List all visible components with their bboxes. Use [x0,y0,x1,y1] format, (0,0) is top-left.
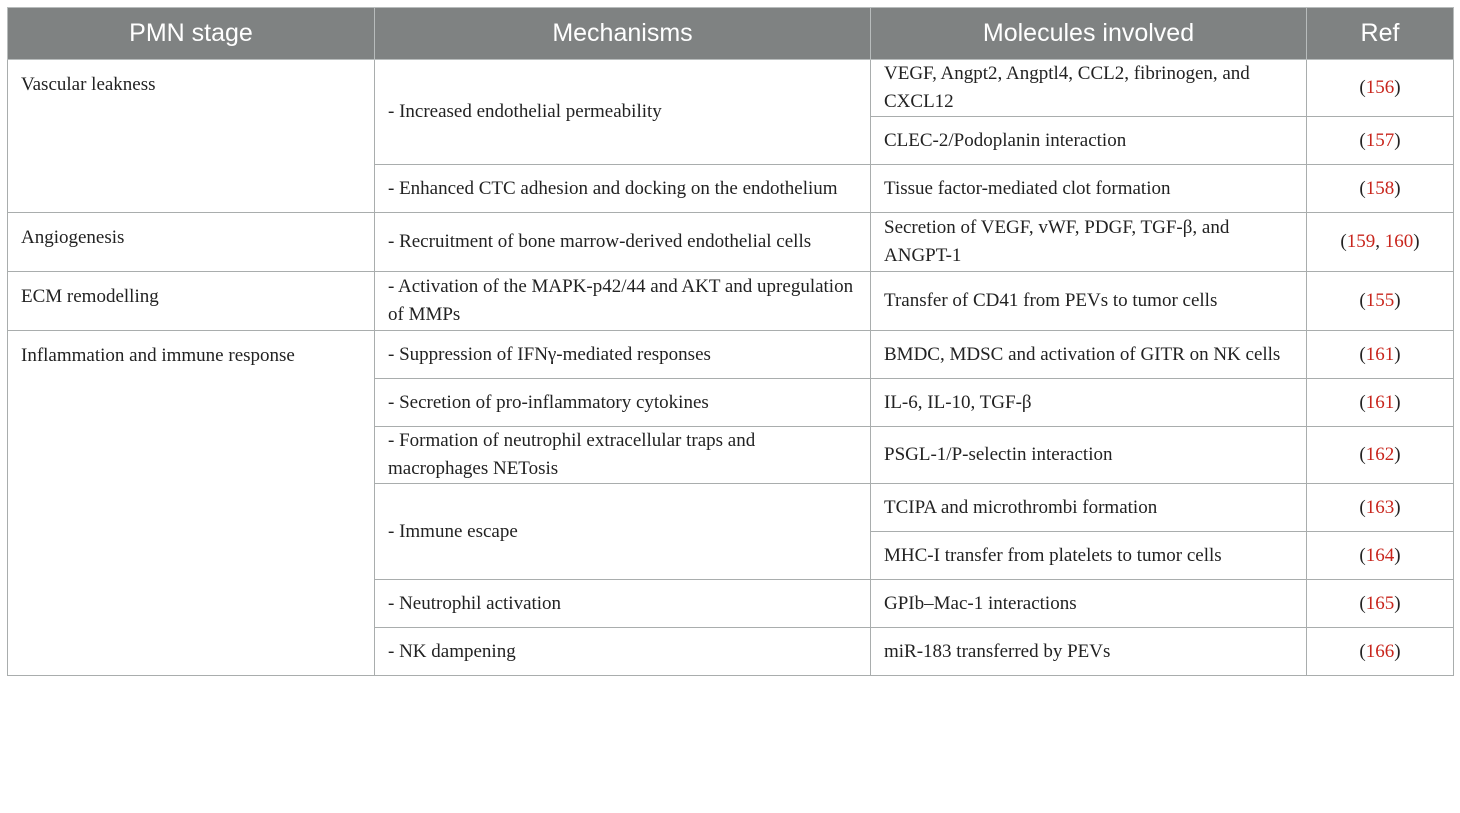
mechanism-cell: - Neutrophil activation [375,580,871,628]
table-row [8,331,1454,379]
molecules-cell: Transfer of CD41 from PEVs to tumor cells [871,272,1307,331]
stage-cell: Angiogenesis [8,213,375,272]
ref-link[interactable]: 162 [1365,444,1395,465]
ref-cell: (166) [1307,628,1454,676]
stage-cell: ECM remodelling [8,272,375,331]
ref-link[interactable]: 160 [1384,231,1414,252]
mechanism-cell: - Suppression of IFNγ-mediated responses [375,331,871,379]
mechanism-cell: - Recruitment of bone marrow-derived endothelial cells [375,213,871,272]
ref-cell: (164) [1307,532,1454,580]
mechanism-cell: - NK dampening [375,628,871,676]
ref-cell: (161) [1307,379,1454,427]
ref-cell: (157) [1307,117,1454,165]
molecules-cell: VEGF, Angpt2, Angptl4, CCL2, fibrinogen, and CXCL12 [871,60,1307,117]
header-pmn-stage: PMN stage [8,8,375,60]
table-row [8,60,1454,117]
molecules-cell: miR-183 transferred by PEVs [871,628,1307,676]
molecules-cell: Secretion of VEGF, vWF, PDGF, TGF-β, and ANGPT-1 [871,213,1307,272]
ref-link[interactable]: 156 [1365,77,1395,98]
ref-link[interactable]: 166 [1365,640,1395,662]
stage-cell: Inflammation and immune response [8,331,375,676]
ref-link[interactable]: 164 [1365,544,1395,566]
ref-link[interactable]: 161 [1365,391,1395,413]
mechanism-cell: - Enhanced CTC adhesion and docking on the endothelium [375,165,871,213]
molecules-cell: PSGL-1/P-selectin interaction [871,427,1307,484]
ref-link[interactable]: 165 [1365,592,1395,614]
ref-cell: (162) [1307,427,1454,484]
molecules-cell: Tissue factor-mediated clot formation [871,165,1307,213]
ref-cell: (165) [1307,580,1454,628]
ref-cell: (156) [1307,60,1454,117]
molecules-cell: TCIPA and microthrombi formation [871,484,1307,532]
ref-link[interactable]: 155 [1365,290,1395,311]
mechanism-cell: - Secretion of pro-inflammatory cytokines [375,379,871,427]
molecules-cell: CLEC-2/Podoplanin interaction [871,117,1307,165]
ref-link[interactable]: 158 [1365,177,1395,199]
ref-cell: (161) [1307,331,1454,379]
ref-link[interactable]: 163 [1365,496,1395,518]
ref-link[interactable]: 159 [1346,231,1376,252]
header-ref: Ref [1307,8,1454,60]
table-row [8,272,1454,331]
ref-cell: (158) [1307,165,1454,213]
ref-link[interactable]: 161 [1365,343,1395,365]
pmn-table [7,7,1454,676]
molecules-cell: BMDC, MDSC and activation of GITR on NK cells [871,331,1307,379]
ref-cell: (163) [1307,484,1454,532]
ref-cell: (159, 160) [1307,213,1454,272]
molecules-cell: GPIb–Mac-1 interactions [871,580,1307,628]
header-molecules: Molecules involved [871,8,1307,60]
header-mechanisms: Mechanisms [375,8,871,60]
mechanism-cell: - Increased endothelial permeability [375,60,871,165]
table-row [8,213,1454,272]
mechanism-cell: - Immune escape [375,484,871,580]
molecules-cell: MHC-I transfer from platelets to tumor cells [871,532,1307,580]
table-header-row [8,8,1454,60]
mechanism-cell: - Formation of neutrophil extracellular traps and macrophages NETosis [375,427,871,484]
mechanism-cell: - Activation of the MAPK-p42/44 and AKT and upregulation of MMPs [375,272,871,331]
molecules-cell: IL-6, IL-10, TGF-β [871,379,1307,427]
ref-cell: (155) [1307,272,1454,331]
stage-cell: Vascular leakness [8,60,375,213]
ref-link[interactable]: 157 [1365,129,1395,151]
